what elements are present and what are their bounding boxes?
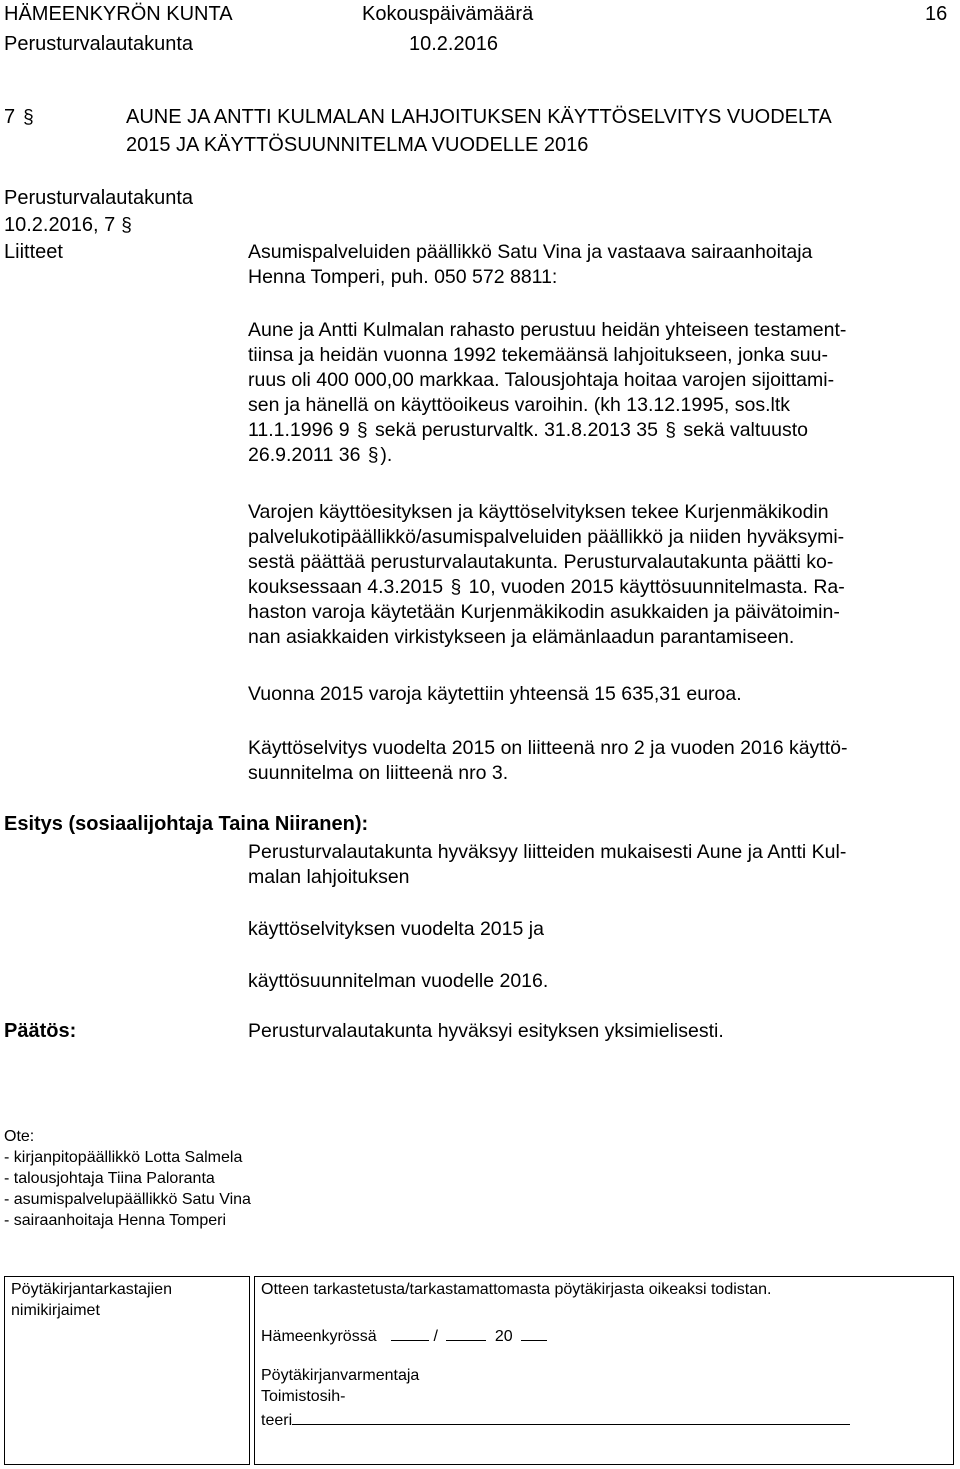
fund-line: tiinsa ja heidän vuonna 1992 tekemäänsä lahjoitukseen, jonka suu- (248, 344, 828, 366)
usage-line: nan asiakkaiden virkistykseen ja elämänlaadun parantamiseen. (248, 626, 795, 648)
certification-box (254, 1276, 954, 1465)
usage-ref-rest: 10, vuoden 2015 käyttösuunnitelmasta. Ra- (468, 576, 845, 598)
proposal-line: käyttösuunnitelman vuodelle 2016. (248, 970, 549, 992)
recipient-item: - talousjohtaja Tiina Paloranta (4, 1170, 215, 1187)
fund-line (248, 418, 948, 443)
proposal-line: malan lahjoituksen (248, 866, 410, 888)
place-label: Hämeenkyrössä (261, 1328, 377, 1345)
decision-text: Perusturvalautakunta hyväksyi esityksen yksimielisesti. (248, 1020, 724, 1042)
fund-line: Aune ja Antti Kulmalan rahasto perustuu heidän yhteiseen testament- (248, 319, 847, 341)
fund-line: ruus oli 400 000,00 markkaa. Talousjohtaja hoitaa varojen sijoittami- (248, 369, 835, 391)
office-secretary-label-end: teeri (261, 1412, 293, 1429)
attachments-paragraph (248, 736, 948, 786)
section-title-line1: AUNE JA ANTTI KULMALAN LAHJOITUKSEN KÄYTTÖSELVITYS VUODELTA (126, 106, 832, 128)
proposal-item (248, 917, 948, 942)
usage-ref: kouksessaan 4.3.2015 (248, 576, 444, 598)
section-title-line2: 2015 JA KÄYTTÖSUUNNITELMA VUODELLE 2016 (126, 134, 589, 156)
org-name: HÄMEENKYRÖN KUNTA (4, 3, 233, 25)
section-symbol-icon: § (665, 420, 676, 441)
usage-line: sestä päättää perusturvalautakunta. Perusturvalautakunta päätti ko- (248, 551, 834, 573)
intro-paragraph (248, 240, 948, 290)
fund-line (248, 443, 948, 468)
fund-ref-4: 26.9.2011 36 (248, 444, 361, 466)
spending-line: Vuonna 2015 varoja käytettiin yhteensä 15 635,31 euroa. (248, 683, 742, 705)
proposal-paragraph (248, 840, 948, 890)
usage-paragraph (248, 500, 948, 650)
reference-committee: Perusturvalautakunta (4, 187, 194, 209)
section-symbol: § (23, 107, 34, 128)
extract-label: Ote: (4, 1128, 35, 1145)
section-number (4, 106, 36, 129)
office-secretary-line (261, 1409, 850, 1430)
year-prefix: 20 (494, 1328, 513, 1345)
fund-paragraph (248, 318, 948, 468)
section-symbol-icon: § (357, 420, 368, 441)
certification-text: Otteen tarkastetusta/tarkastamattomasta pöytäkirjasta oikeaksi todistan. (261, 1281, 772, 1298)
spending-paragraph (248, 682, 948, 707)
usage-line: palvelukotipäällikkö/asumispalveluiden päällikkö ja niiden hyväksymi- (248, 526, 845, 548)
fund-ref-3: sekä valtuusto (683, 419, 809, 441)
year-blank (521, 1325, 547, 1341)
office-secretary-label: Toimistosih- (261, 1388, 346, 1405)
reference-item (4, 214, 134, 237)
proposal-item (248, 969, 948, 994)
reference-date-item: 10.2.2016, 7 (4, 214, 116, 236)
certification-place-line (261, 1325, 547, 1346)
fund-ref-end: ). (380, 444, 393, 466)
meeting-date: 10.2.2016 (409, 33, 498, 55)
meeting-date-label: Kokouspäivämäärä (362, 3, 534, 25)
day-blank (391, 1325, 429, 1341)
initials-label: Pöytäkirjantarkastajien (11, 1281, 172, 1298)
signature-blank (292, 1409, 850, 1425)
reference-symbol: § (121, 215, 132, 236)
verifier-label: Pöytäkirjanvarmentaja (261, 1367, 420, 1384)
recipient-item: - kirjanpitopäällikkö Lotta Salmela (4, 1149, 243, 1166)
fund-ref-1: 11.1.1996 9 (248, 419, 350, 441)
date-separator: / (433, 1328, 438, 1345)
usage-line (248, 575, 948, 600)
initials-label: nimikirjaimet (11, 1302, 100, 1319)
usage-line: haston varoja käytetään Kurjenmäkikodin asukkaiden ja päivätoimin- (248, 601, 840, 623)
proposal-line: käyttöselvityksen vuodelta 2015 ja (248, 918, 544, 940)
page-number: 16 (925, 3, 948, 25)
initials-box (4, 1276, 250, 1465)
section-symbol-icon: § (367, 445, 379, 466)
intro-line: Asumispalveluiden päällikkö Satu Vina ja vastaava sairaanhoitaja (248, 241, 813, 263)
attachments-label: Liitteet (4, 241, 63, 263)
attachments-line: Käyttöselvitys vuodelta 2015 on liitteenä nro 2 ja vuoden 2016 käyttö- (248, 737, 848, 759)
fund-ref-2: sekä perusturvaltk. 31.8.2013 35 (375, 419, 658, 441)
usage-line: Varojen käyttöesityksen ja käyttöselvityksen tekee Kurjenmäkikodin (248, 501, 829, 523)
proposal-line: Perusturvalautakunta hyväksyy liitteiden mukaisesti Aune ja Antti Kul- (248, 841, 847, 863)
proposal-heading: Esitys (sosiaalijohtaja Taina Niiranen): (4, 813, 369, 835)
decision-label: Päätös: (4, 1020, 77, 1042)
attachments-line: suunnitelma on liitteenä nro 3. (248, 762, 509, 784)
recipient-item: - asumispalvelupäällikkö Satu Vina (4, 1191, 251, 1208)
month-blank (446, 1325, 486, 1341)
fund-line: sen ja hänellä on käyttöoikeus varoihin. (kh 13.12.1995, sos.ltk (248, 394, 791, 416)
section-number-value: 7 (4, 106, 16, 128)
committee-name: Perusturvalautakunta (4, 33, 194, 55)
intro-line: Henna Tomperi, puh. 050 572 8811: (248, 266, 558, 288)
section-symbol-icon: § (450, 577, 462, 598)
recipient-item: - sairaanhoitaja Henna Tomperi (4, 1212, 227, 1229)
